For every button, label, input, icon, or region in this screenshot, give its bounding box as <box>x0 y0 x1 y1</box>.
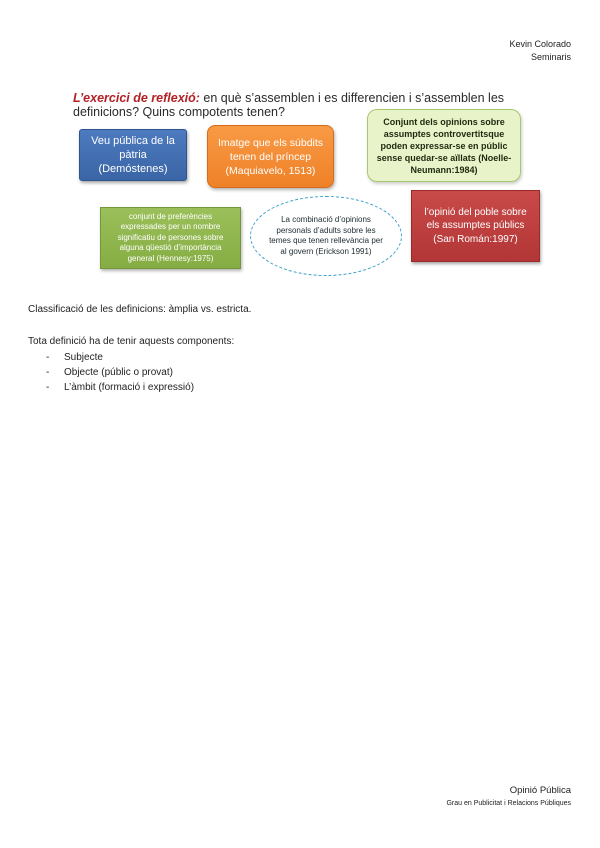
definition-text: l’opinió del poble sobre els assumptes públics (San Román:1997) <box>424 206 527 245</box>
footer-subtitle: Grau en Publicitat i Relacions Públiques <box>446 800 571 807</box>
definition-text: conjunt de preferències expressades per un nombre significatiu de persones sobre alguna qüestió d’importància general (Hennesy:1975) <box>117 211 224 263</box>
list-item-text: Objecte (públic o provat) <box>64 367 173 378</box>
definition-box-hennesy <box>100 207 241 269</box>
classification-paragraph: Classificació de les definicions: àmplia vs. estricta. <box>28 304 252 315</box>
definition-box-san-roman <box>411 190 540 262</box>
components-list <box>46 350 194 395</box>
figure-title-rest: en què s’assemblen i es differencien i s’assemblen les definicions? Quins compotents tenen? <box>73 91 505 119</box>
definition-text: Conjunt dels opinions sobre assumptes controvertitsque poden expressar-se en públic sense quedar-se aïllats (Noelle-Neumann:1984) <box>376 116 512 175</box>
list-item-text: L’àmbit (formació i expressió) <box>64 382 195 393</box>
definition-text: Imatge que els súbdits tenen del príncep (Maquiavelo, 1513) <box>217 136 324 177</box>
list-item <box>46 380 194 395</box>
definition-box-erickson <box>250 196 402 276</box>
footer-title: Opinió Pública <box>509 785 571 796</box>
figure-title-lead: L’exercici de reflexió: <box>73 91 200 105</box>
definition-box-maquiavelo <box>207 125 334 188</box>
definition-text: La combinació d’opinions personals d’adults sobre les temes que tenen rellevància per al govern (Erickson 1991) <box>269 215 383 256</box>
list-item-text: Subjecte <box>64 352 103 363</box>
list-item <box>46 350 194 365</box>
definition-box-demostenes <box>79 129 187 181</box>
header-author: Kevin Colorado <box>509 39 571 49</box>
bullet-dash: - <box>46 352 50 363</box>
definition-text: Veu pública de la pàtria (Demóstenes) <box>91 135 175 175</box>
header-subtitle: Seminaris <box>530 52 571 62</box>
definition-box-noelle-neumann <box>367 109 521 182</box>
bullet-dash: - <box>46 382 50 393</box>
bullet-dash: - <box>46 367 50 378</box>
list-item <box>46 365 194 380</box>
components-intro: Tota definició ha de tenir aquests components: <box>28 336 235 347</box>
